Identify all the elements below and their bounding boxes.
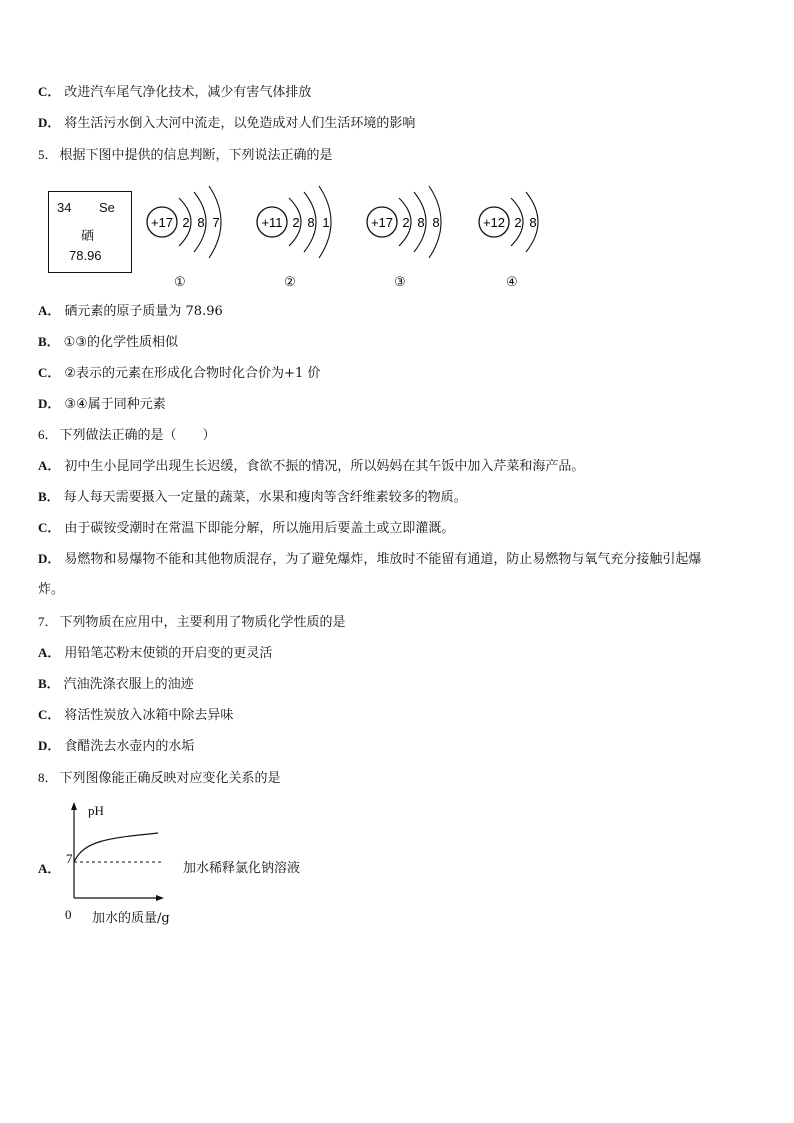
nucleus-charge: +11	[261, 215, 283, 230]
line-q8	[38, 770, 281, 787]
line-q4d	[38, 115, 415, 132]
line-text: 改进汽车尾气净化技术，减少有害气体排放	[64, 85, 312, 100]
line-q5c	[38, 365, 320, 382]
line-label: B．	[38, 489, 60, 504]
atom-diagram	[366, 168, 456, 289]
atom-svg	[478, 168, 568, 273]
line-label: 6．	[38, 427, 58, 442]
atom-svg	[366, 168, 456, 273]
atom-index-label: ②	[284, 274, 296, 289]
shell-electron-count: 7	[212, 215, 220, 230]
graph-caption: 加水稀释氯化钠溶液	[183, 861, 301, 876]
line-label: A．	[38, 458, 61, 473]
line-label: 8．	[38, 770, 58, 785]
line-text: 炸。	[38, 582, 65, 597]
line-text: 食醋洗去水壶内的水垢	[64, 739, 195, 754]
line-q7c	[38, 707, 233, 724]
line-text: 硒元素的原子质量为 78.96	[64, 304, 223, 319]
shell-electron-count: 1	[322, 215, 330, 230]
x-axis-label: 加水的质量/g	[92, 911, 170, 926]
line-text: 下列图像能正确反映对应变化关系的是	[59, 771, 281, 786]
line-label: A．	[38, 303, 61, 318]
line-q6a	[38, 458, 584, 475]
shell-electron-count: 8	[432, 215, 440, 230]
line-q5	[38, 147, 333, 164]
atom-diagram	[256, 168, 346, 289]
atom-index-label: ①	[174, 274, 186, 289]
line-label: C．	[38, 365, 61, 380]
line-q6	[38, 427, 216, 444]
line-text: 下列物质在应用中，主要利用了物质化学性质的是	[59, 615, 346, 630]
line-text: 根据下图中提供的信息判断，下列说法正确的是	[59, 148, 333, 163]
element-name: 硒	[81, 229, 95, 244]
atom-diagram	[478, 168, 568, 289]
atom-index-label: ③	[394, 274, 406, 289]
shell-electron-count: 8	[197, 215, 205, 230]
graph-option-label: A．	[38, 861, 61, 876]
line-label: D．	[38, 551, 61, 566]
line-text: 由于碳铵受潮时在常温下即能分解，所以施用后要盖土或立即灌溉。	[64, 521, 455, 536]
element-symbol: Se	[99, 200, 115, 215]
shell-electron-count: 2	[514, 215, 522, 230]
nucleus-charge: +12	[482, 215, 506, 230]
y-axis-label: pH	[88, 803, 104, 818]
line-text: ②表示的元素在形成化合物时化合价为+1 价	[64, 366, 321, 381]
shell-electron-count: 8	[307, 215, 315, 230]
x-axis-arrow	[156, 895, 164, 901]
line-label: 5．	[38, 147, 58, 162]
line-text: 每人每天需要摄入一定量的蔬菜，水果和瘦肉等含纤维素较多的物质。	[63, 490, 467, 505]
line-q7b	[38, 676, 194, 693]
y-axis-arrow	[71, 802, 77, 810]
line-q6d	[38, 551, 701, 568]
line-text: ①③的化学性质相似	[63, 335, 178, 350]
line-label: B．	[38, 676, 60, 691]
line-q4c	[38, 84, 311, 101]
line-label: D．	[38, 738, 61, 753]
shell-electron-count: 8	[529, 215, 537, 230]
line-label: A．	[38, 645, 61, 660]
line-text: 将活性炭放入冰箱中除去异味	[64, 708, 234, 723]
shell-electron-count: 2	[292, 215, 300, 230]
atomic-mass: 78.96	[69, 248, 102, 263]
line-text: 用铅笔芯粉末使锁的开启变的更灵活	[64, 646, 273, 661]
line-q5a	[38, 303, 223, 320]
line-label: C．	[38, 84, 61, 99]
line-label: C．	[38, 520, 61, 535]
atom-svg	[146, 168, 236, 273]
line-q7	[38, 614, 346, 631]
line-q7a	[38, 645, 272, 662]
line-label: B．	[38, 334, 60, 349]
line-text: 将生活污水倒入大河中流走，以免造成对人们生活环境的影响	[64, 116, 416, 131]
shell-electron-count: 8	[417, 215, 425, 230]
line-text: 下列做法正确的是（ ）	[59, 428, 216, 443]
origin-label: 0	[65, 907, 72, 922]
line-q6d2	[38, 582, 64, 598]
line-label: D．	[38, 396, 61, 411]
line-label: D．	[38, 115, 61, 130]
line-text: 易燃物和易爆物不能和其他物质混存，为了避免爆炸，堆放时不能留有通道，防止易燃物与氧气充分接触引起爆	[64, 552, 702, 567]
line-label: 7．	[38, 614, 58, 629]
line-text: 汽油洗涤衣服上的油迹	[63, 677, 194, 692]
shell-electron-count: 2	[182, 215, 190, 230]
line-q6b	[38, 489, 467, 506]
y-mark-7: 7	[66, 851, 73, 866]
line-q6c	[38, 520, 454, 537]
atom-diagram	[146, 168, 236, 289]
atom-index-label: ④	[506, 274, 518, 289]
atom-svg	[256, 168, 346, 273]
line-text: ③④属于同种元素	[64, 397, 166, 412]
line-text: 初中生小昆同学出现生长迟缓，食欲不振的情况，所以妈妈在其午饭中加入芹菜和海产品。	[64, 459, 585, 474]
line-q5b	[38, 334, 178, 351]
line-label: C．	[38, 707, 61, 722]
nucleus-charge: +17	[370, 215, 394, 230]
line-q7d	[38, 738, 194, 755]
ph-curve	[74, 833, 158, 862]
nucleus-charge: +17	[150, 215, 174, 230]
element-card	[48, 191, 132, 273]
atomic-number: 34	[57, 200, 72, 215]
shell-electron-count: 2	[402, 215, 410, 230]
line-q5d	[38, 396, 166, 413]
